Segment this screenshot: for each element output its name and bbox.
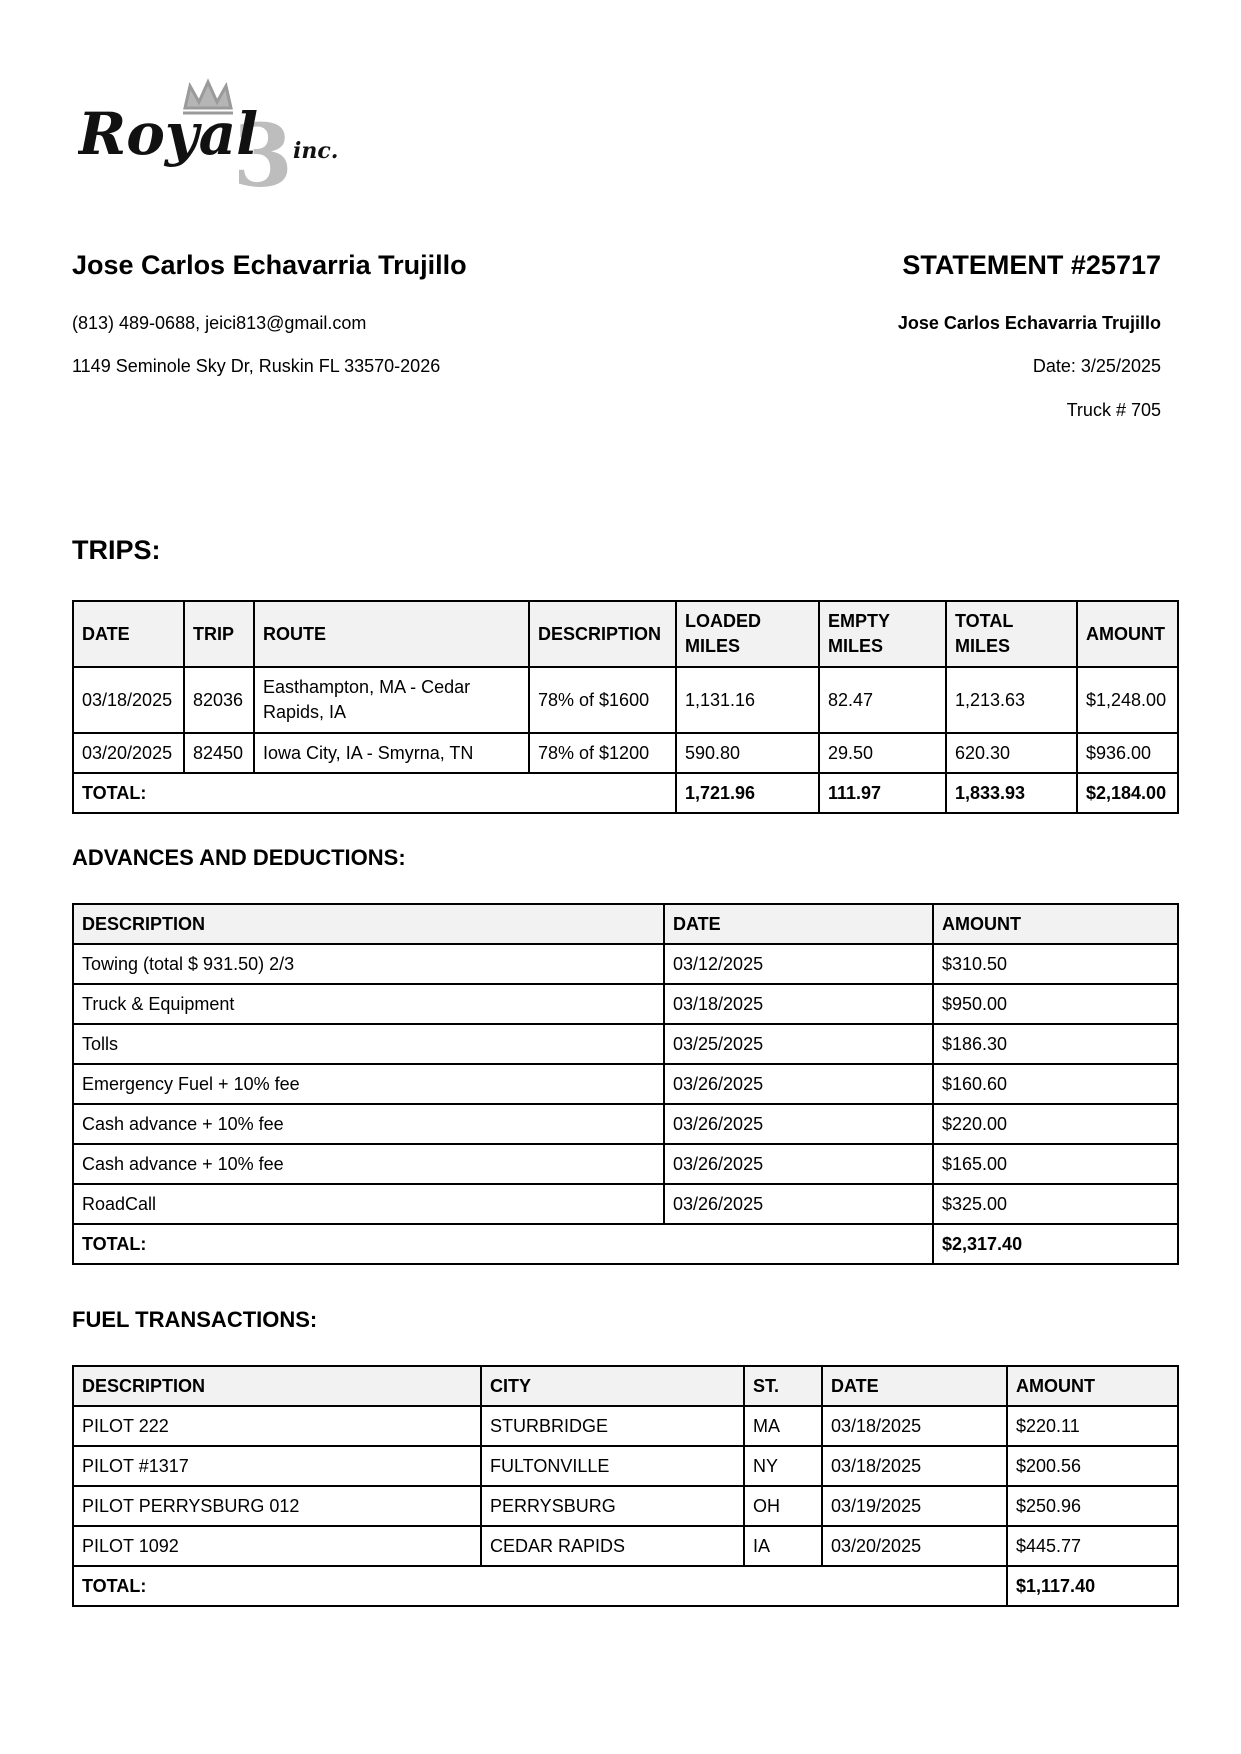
advance-date: 03/26/2025: [664, 1144, 933, 1184]
trips-heading: TRIPS:: [72, 535, 161, 565]
logo-numeral: 3: [233, 106, 293, 193]
total-label: TOTAL:: [73, 773, 676, 813]
column-header: AMOUNT: [1007, 1366, 1178, 1406]
table-row: [73, 1406, 1178, 1446]
table-row: [73, 1446, 1178, 1486]
trips-total-row: [73, 773, 1178, 813]
total-miles: 1,833.93: [946, 773, 1077, 813]
trip-route: Iowa City, IA - Smyrna, TN: [254, 733, 529, 773]
statement-truck: Truck # 705: [1066, 400, 1161, 420]
advance-date: 03/26/2025: [664, 1064, 933, 1104]
company-logo: [78, 78, 388, 193]
trip-amount: $1,248.00: [1077, 667, 1178, 733]
advance-date: 03/26/2025: [664, 1184, 933, 1224]
trip-empty-miles: 82.47: [819, 667, 946, 733]
trip-amount: $936.00: [1077, 733, 1178, 773]
table-row: [73, 1104, 1178, 1144]
fuel-city: STURBRIDGE: [481, 1406, 744, 1446]
advance-description: Cash advance + 10% fee: [73, 1104, 664, 1144]
fuel-city: CEDAR RAPIDS: [481, 1526, 744, 1566]
royal-3-logo: [78, 78, 388, 193]
trips-table: [72, 600, 1179, 814]
advance-amount: $160.60: [933, 1064, 1178, 1104]
fuel-header-row: [73, 1366, 1178, 1406]
total-amount: $2,317.40: [933, 1224, 1178, 1264]
table-row: [73, 984, 1178, 1024]
trip-loaded-miles: 1,131.16: [676, 667, 819, 733]
fuel-description: PILOT #1317: [73, 1446, 481, 1486]
advance-amount: $310.50: [933, 944, 1178, 984]
total-empty-miles: 111.97: [819, 773, 946, 813]
table-row: [73, 1526, 1178, 1566]
column-header: DESCRIPTION: [73, 904, 664, 944]
fuel-date: 03/19/2025: [822, 1486, 1007, 1526]
advances-total-row: [73, 1224, 1178, 1264]
trip-date: 03/20/2025: [73, 733, 184, 773]
advance-description: Truck & Equipment: [73, 984, 664, 1024]
fuel-state: NY: [744, 1446, 822, 1486]
fuel-state: OH: [744, 1486, 822, 1526]
fuel-date: 03/18/2025: [822, 1406, 1007, 1446]
logo-wordmark: Royal: [78, 100, 259, 168]
fuel-amount: $220.11: [1007, 1406, 1178, 1446]
advance-description: Towing (total $ 931.50) 2/3: [73, 944, 664, 984]
table-row: [73, 944, 1178, 984]
trip-date: 03/18/2025: [73, 667, 184, 733]
table-row: [73, 1024, 1178, 1064]
column-header: AMOUNT: [1077, 601, 1178, 667]
column-header: DESCRIPTION: [529, 601, 676, 667]
fuel-state: MA: [744, 1406, 822, 1446]
advance-date: 03/12/2025: [664, 944, 933, 984]
trip-description: 78% of $1600: [529, 667, 676, 733]
column-header: TOTAL MILES: [946, 601, 1077, 667]
trip-empty-miles: 29.50: [819, 733, 946, 773]
trip-total-miles: 620.30: [946, 733, 1077, 773]
advances-heading: ADVANCES AND DEDUCTIONS:: [72, 845, 406, 870]
statement-driver-name: Jose Carlos Echavarria Trujillo: [897, 313, 1161, 333]
fuel-city: PERRYSBURG: [481, 1486, 744, 1526]
total-label: TOTAL:: [73, 1224, 933, 1264]
column-header: DATE: [73, 601, 184, 667]
fuel-amount: $445.77: [1007, 1526, 1178, 1566]
total-amount: $1,117.40: [1007, 1566, 1178, 1606]
trips-header-row: [73, 601, 1178, 667]
advances-header-row: [73, 904, 1178, 944]
fuel-state: IA: [744, 1526, 822, 1566]
fuel-date: 03/18/2025: [822, 1446, 1007, 1486]
advance-date: 03/18/2025: [664, 984, 933, 1024]
advance-description: Emergency Fuel + 10% fee: [73, 1064, 664, 1104]
driver-address: 1149 Seminole Sky Dr, Ruskin FL 33570-2026: [72, 356, 441, 376]
driver-name: Jose Carlos Echavarria Trujillo: [72, 250, 467, 280]
fuel-city: FULTONVILLE: [481, 1446, 744, 1486]
advance-date: 03/25/2025: [664, 1024, 933, 1064]
trip-route: Easthampton, MA - Cedar Rapids, IA: [254, 667, 529, 733]
table-row: [73, 1144, 1178, 1184]
column-header: EMPTY MILES: [819, 601, 946, 667]
column-header: ROUTE: [254, 601, 529, 667]
table-row: [73, 733, 1178, 773]
statement-date: Date: 3/25/2025: [1032, 356, 1161, 376]
column-header: TRIP: [184, 601, 254, 667]
advance-amount: $950.00: [933, 984, 1178, 1024]
advance-description: RoadCall: [73, 1184, 664, 1224]
statement-title: STATEMENT #25717: [902, 250, 1161, 280]
total-loaded-miles: 1,721.96: [676, 773, 819, 813]
trip-description: 78% of $1200: [529, 733, 676, 773]
column-header: DATE: [822, 1366, 1007, 1406]
total-amount: $2,184.00: [1077, 773, 1178, 813]
column-header: DESCRIPTION: [73, 1366, 481, 1406]
table-row: [73, 1184, 1178, 1224]
trip-loaded-miles: 590.80: [676, 733, 819, 773]
advance-amount: $186.30: [933, 1024, 1178, 1064]
fuel-heading: FUEL TRANSACTIONS:: [72, 1307, 318, 1332]
fuel-description: PILOT 222: [73, 1406, 481, 1446]
fuel-total-row: [73, 1566, 1178, 1606]
advance-date: 03/26/2025: [664, 1104, 933, 1144]
fuel-description: PILOT 1092: [73, 1526, 481, 1566]
advances-table: [72, 903, 1179, 1265]
fuel-amount: $250.96: [1007, 1486, 1178, 1526]
trip-total-miles: 1,213.63: [946, 667, 1077, 733]
logo-suffix: inc.: [293, 138, 339, 164]
column-header: AMOUNT: [933, 904, 1178, 944]
table-row: [73, 667, 1178, 733]
fuel-date: 03/20/2025: [822, 1526, 1007, 1566]
fuel-table: [72, 1365, 1179, 1607]
fuel-amount: $200.56: [1007, 1446, 1178, 1486]
column-header: ST.: [744, 1366, 822, 1406]
advance-amount: $165.00: [933, 1144, 1178, 1184]
fuel-description: PILOT PERRYSBURG 012: [73, 1486, 481, 1526]
advance-description: Tolls: [73, 1024, 664, 1064]
total-label: TOTAL:: [73, 1566, 1007, 1606]
trip-number: 82450: [184, 733, 254, 773]
advance-amount: $220.00: [933, 1104, 1178, 1144]
column-header: CITY: [481, 1366, 744, 1406]
advance-description: Cash advance + 10% fee: [73, 1144, 664, 1184]
trip-number: 82036: [184, 667, 254, 733]
driver-contact: (813) 489-0688, jeici813@gmail.com: [72, 313, 367, 333]
table-row: [73, 1064, 1178, 1104]
column-header: LOADED MILES: [676, 601, 819, 667]
advance-amount: $325.00: [933, 1184, 1178, 1224]
column-header: DATE: [664, 904, 933, 944]
table-row: [73, 1486, 1178, 1526]
